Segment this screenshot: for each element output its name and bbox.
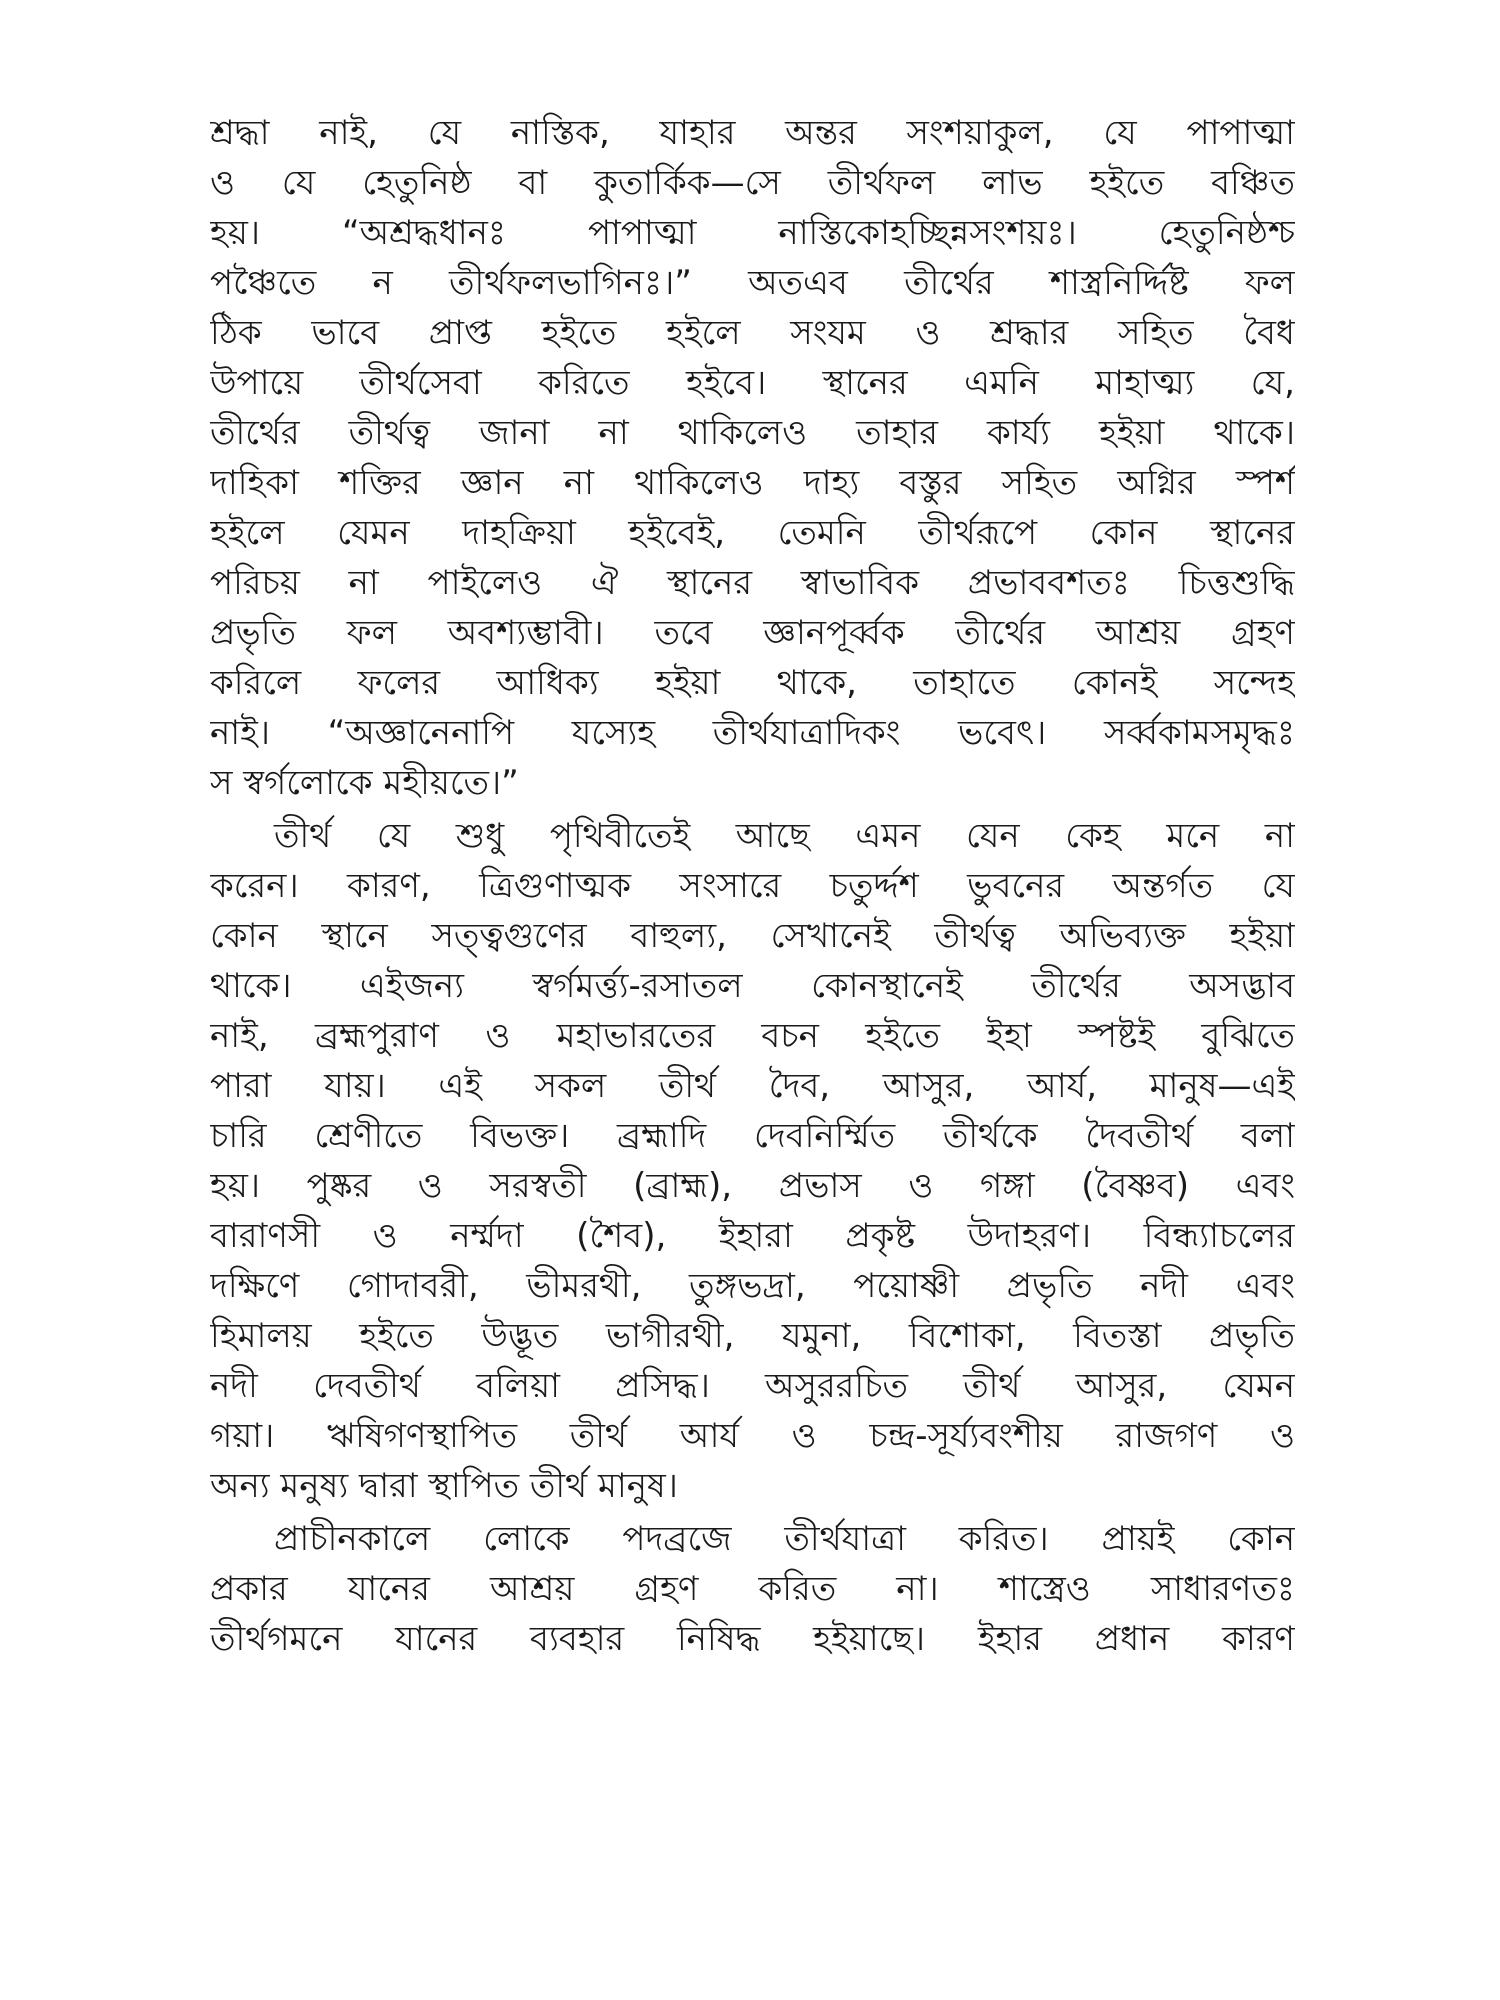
text-line: চারি শ্রেণীতে বিভক্ত। ব্রহ্মাদি দেবনির্ম্মিত তীর্থকে দৈবতীর্থ বলা <box>210 1116 1295 1156</box>
paragraph-1 <box>210 108 1295 808</box>
text-line: দাহিকা শক্তির জ্ঞান না থাকিলেও দাহ্য বস্তুর সহিত অগ্নির স্পর্শ <box>210 463 1295 503</box>
text-line: প্রাচীনকালে লোকে পদব্রজে তীর্থযাত্রা করিত। প্রায়ই কোন <box>274 1519 1295 1559</box>
paragraph-2 <box>210 811 1295 1511</box>
text-line: পরিচয় না পাইলেও ঐ স্থানের স্বাভাবিক প্রভাববশতঃ চিত্তশুদ্ধি <box>210 563 1295 603</box>
paragraph-3 <box>210 1514 1295 1664</box>
text-line: গয়া। ঋষিগণস্থাপিত তীর্থ আর্য ও চন্দ্র-সূর্য্যবংশীয় রাজগণ ও <box>210 1416 1295 1456</box>
text-line: প্রকার যানের আশ্রয় গ্রহণ করিত না। শাস্ত্রেও সাধারণতঃ <box>210 1569 1295 1609</box>
text-line: তীর্থের তীর্থত্ব জানা না থাকিলেও তাহার কার্য্য হইয়া থাকে। <box>210 413 1295 453</box>
text-line: স স্বর্গলোকে মহীয়তে।” <box>210 763 519 803</box>
text-line: প্রভৃতি ফল অবশ্যম্ভাবী। তবে জ্ঞানপূর্ব্বক তীর্থের আশ্রয় গ্রহণ <box>210 613 1295 653</box>
text-line: ঠিক ভাবে প্রাপ্ত হইতে হইলে সংযম ও শ্রদ্ধার সহিত বৈধ <box>210 313 1295 353</box>
text-line: হয়। “অশ্রদ্ধধানঃ পাপাত্মা নাস্তিকোহচ্ছিন্নসংশয়ঃ। হেতুনিষ্ঠশ্চ <box>210 213 1295 253</box>
page-text <box>210 108 1295 1664</box>
text-line: হইলে যেমন দাহক্রিয়া হইবেই, তেমনি তীর্থরূপে কোন স্থানের <box>210 513 1295 553</box>
text-line: তীর্থগমনে যানের ব্যবহার নিষিদ্ধ হইয়াছে। ইহার প্রধান কারণ <box>210 1619 1295 1659</box>
text-line: নদী দেবতীর্থ বলিয়া প্রসিদ্ধ। অসুররচিত তীর্থ আসুর, যেমন <box>210 1366 1295 1406</box>
text-line: হিমালয় হইতে উদ্ভূত ভাগীরথী, যমুনা, বিশোকা, বিতস্তা প্রভৃতি <box>210 1316 1295 1356</box>
text-line: উপায়ে তীর্থসেবা করিতে হইবে। স্থানের এমনি মাহাত্ম্য যে, <box>210 363 1295 403</box>
text-line: পারা যায়। এই সকল তীর্থ দৈব, আসুর, আর্য, মানুষ—এই <box>210 1066 1295 1106</box>
text-line: থাকে। এইজন্য স্বর্গমর্ত্ত্য-রসাতল কোনস্থানেই তীর্থের অসদ্ভাব <box>210 966 1295 1006</box>
text-line: ও যে হেতুনিষ্ঠ বা কুতার্কিক—সে তীর্থফল লাভ হইতে বঞ্চিত <box>210 163 1295 203</box>
text-line: করিলে ফলের আধিক্য হইয়া থাকে, তাহাতে কোনই সন্দেহ <box>210 663 1295 703</box>
text-line: নাই। “অজ্ঞানেনাপি যস্যেহ তীর্থযাত্রাদিকং ভবেৎ। সর্ব্বকামসমৃদ্ধঃ <box>210 713 1295 753</box>
text-line: অন্য মনুষ্য দ্বারা স্থাপিত তীর্থ মানুষ। <box>210 1466 678 1506</box>
text-line: তীর্থ যে শুধু পৃথিবীতেই আছে এমন যেন কেহ মনে না <box>274 816 1295 856</box>
text-line: হয়। পুষ্কর ও সরস্বতী (ব্রাহ্ম), প্রভাস ও গঙ্গা (বৈষ্ণব) এবং <box>210 1166 1295 1206</box>
text-line: শ্রদ্ধা নাই, যে নাস্তিক, যাহার অন্তর সংশয়াকুল, যে পাপাত্মা <box>210 113 1295 153</box>
text-line: করেন। কারণ, ত্রিগুণাত্মক সংসারে চতুর্দ্দশ ভুবনের অন্তর্গত যে <box>210 866 1295 906</box>
text-line: নাই, ব্রহ্মপুরাণ ও মহাভারতের বচন হইতে ইহা স্পষ্টই বুঝিতে <box>210 1016 1295 1056</box>
text-line: কোন স্থানে সত্ত্বগুণের বাহুল্য, সেখানেই তীর্থত্ব অভিব্যক্ত হইয়া <box>210 916 1295 956</box>
text-line: দক্ষিণে গোদাবরী, ভীমরথী, তুঙ্গভদ্রা, পয়োষ্ণী প্রভৃতি নদী এবং <box>210 1266 1295 1306</box>
text-line: বারাণসী ও নর্ম্মদা (শৈব), ইহারা প্রকৃষ্ট উদাহরণ। বিন্ধ্যাচলের <box>210 1216 1295 1256</box>
text-line: পঞ্চৈতে ন তীর্থফলভাগিনঃ।” অতএব তীর্থের শাস্ত্রনির্দ্দিষ্ট ফল <box>210 263 1295 303</box>
